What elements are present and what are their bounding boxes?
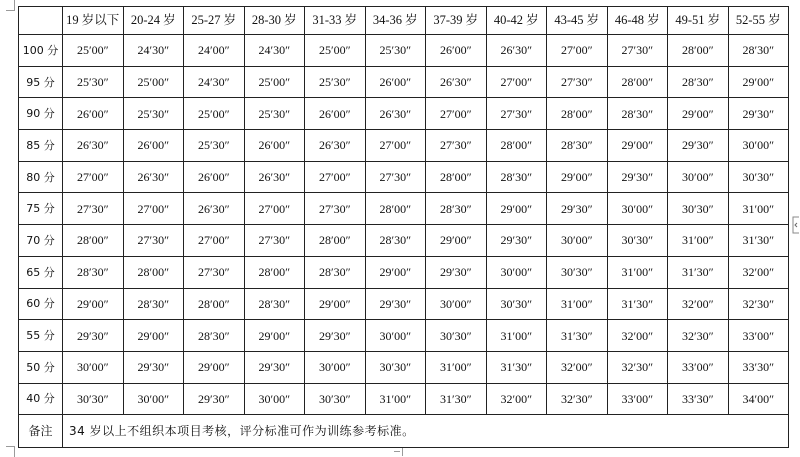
time-cell: 31′00″	[365, 383, 426, 415]
time-cell: 29′00″	[668, 98, 729, 130]
time-cell: 29′30″	[426, 256, 487, 288]
time-cell: 30′00″	[244, 383, 305, 415]
time-cell: 28′30″	[123, 288, 184, 320]
time-cell: 30′30″	[365, 351, 426, 383]
time-cell: 29′00″	[607, 130, 668, 162]
time-cell: 27′30″	[63, 193, 124, 225]
time-cell: 28′00″	[184, 288, 245, 320]
table-row	[19, 383, 789, 415]
time-cell: 30′30″	[426, 320, 487, 352]
time-cell: 27′00″	[426, 98, 487, 130]
column-header	[123, 7, 184, 35]
time-cell: 32′00″	[607, 320, 668, 352]
column-header-label: 46-48 岁	[614, 13, 660, 28]
row-score-label: 90 分	[19, 98, 63, 130]
time-cell: 29′30″	[668, 130, 729, 162]
table-row	[19, 66, 789, 98]
time-cell: 31′00″	[728, 193, 789, 225]
row-score-label: 75 分	[19, 193, 63, 225]
time-cell: 25′00″	[63, 35, 124, 67]
column-header-label: 49-51 岁	[675, 13, 721, 28]
time-cell: 29′00″	[426, 225, 487, 257]
time-cell: 24′30″	[184, 66, 245, 98]
time-cell: 29′30″	[547, 193, 608, 225]
remark-row	[19, 415, 789, 448]
time-cell: 34′00″	[728, 383, 789, 415]
time-cell: 29′00″	[365, 256, 426, 288]
table-row	[19, 256, 789, 288]
column-header	[607, 7, 668, 35]
time-cell: 27′30″	[426, 130, 487, 162]
table-row	[19, 225, 789, 257]
time-cell: 33′30″	[668, 383, 729, 415]
time-cell: 27′30″	[486, 98, 547, 130]
time-cell: 25′30″	[244, 98, 305, 130]
column-header-label: 28-30 岁	[251, 13, 297, 28]
time-cell: 29′30″	[244, 351, 305, 383]
time-cell: 28′00″	[305, 225, 366, 257]
time-cell: 26′00″	[123, 130, 184, 162]
time-cell: 30′30″	[728, 161, 789, 193]
column-header	[426, 7, 487, 35]
time-cell: 29′00″	[486, 193, 547, 225]
crop-mark-icon	[6, 0, 15, 11]
time-cell: 28′00″	[668, 35, 729, 67]
crop-mark-icon	[6, 446, 15, 457]
time-cell: 27′00″	[123, 193, 184, 225]
time-cell: 29′30″	[486, 225, 547, 257]
column-header-label: 43-45 岁	[554, 13, 600, 28]
time-cell: 29′30″	[365, 288, 426, 320]
time-cell: 27′00″	[305, 161, 366, 193]
remark-text: 34 岁以上不组织本项目考核，评分标准可作为训练参考标准。	[63, 415, 789, 448]
cursor-mark-icon	[394, 448, 410, 456]
column-header-label: 37-39 岁	[433, 13, 479, 28]
time-cell: 28′00″	[607, 66, 668, 98]
time-cell: 27′00″	[486, 66, 547, 98]
time-cell: 32′30″	[547, 383, 608, 415]
row-score-label: 60 分	[19, 288, 63, 320]
column-header-label: 25-27 岁	[191, 13, 237, 28]
time-cell: 27′30″	[305, 193, 366, 225]
corner-cell	[19, 7, 63, 35]
time-cell: 27′30″	[123, 225, 184, 257]
time-cell: 30′00″	[365, 320, 426, 352]
time-cell: 27′00″	[365, 130, 426, 162]
time-cell: 26′30″	[184, 193, 245, 225]
time-cell: 28′30″	[184, 320, 245, 352]
time-cell: 30′30″	[668, 193, 729, 225]
time-cell: 25′30″	[63, 66, 124, 98]
column-header	[244, 7, 305, 35]
time-cell: 31′30″	[547, 320, 608, 352]
time-cell: 25′00″	[123, 66, 184, 98]
time-cell: 28′30″	[244, 288, 305, 320]
column-header-label: 31-33 岁	[312, 13, 358, 28]
table-row	[19, 35, 789, 67]
time-cell: 26′30″	[305, 130, 366, 162]
header-row	[19, 7, 789, 35]
column-header	[668, 7, 729, 35]
column-header	[486, 7, 547, 35]
time-cell: 33′00″	[728, 320, 789, 352]
row-score-label: 80 分	[19, 161, 63, 193]
time-cell: 30′00″	[63, 351, 124, 383]
time-cell: 30′00″	[668, 161, 729, 193]
time-cell: 28′30″	[486, 161, 547, 193]
time-cell: 30′00″	[305, 351, 366, 383]
time-cell: 27′30″	[244, 225, 305, 257]
time-cell: 28′30″	[63, 256, 124, 288]
time-cell: 28′00″	[123, 256, 184, 288]
time-cell: 26′30″	[365, 98, 426, 130]
column-header	[184, 7, 245, 35]
time-cell: 29′00″	[123, 320, 184, 352]
column-header-label: 52-55 岁	[735, 13, 781, 28]
row-score-label: 100 分	[19, 35, 63, 67]
time-cell: 27′00″	[63, 161, 124, 193]
row-score-label: 40 分	[19, 383, 63, 415]
time-cell: 31′30″	[426, 383, 487, 415]
time-cell: 28′30″	[607, 98, 668, 130]
row-score-label: 95 分	[19, 66, 63, 98]
time-cell: 28′00″	[547, 98, 608, 130]
column-header	[728, 7, 789, 35]
time-cell: 30′30″	[63, 383, 124, 415]
row-score-label: 85 分	[19, 130, 63, 162]
time-cell: 28′00″	[365, 193, 426, 225]
table-row	[19, 320, 789, 352]
time-cell: 31′00″	[607, 256, 668, 288]
time-cell: 28′30″	[426, 193, 487, 225]
time-cell: 30′00″	[607, 193, 668, 225]
time-cell: 29′30″	[607, 161, 668, 193]
table-row	[19, 161, 789, 193]
time-cell: 28′30″	[547, 130, 608, 162]
time-cell: 27′30″	[607, 35, 668, 67]
time-cell: 24′30″	[123, 35, 184, 67]
time-cell: 30′30″	[607, 225, 668, 257]
time-cell: 24′00″	[184, 35, 245, 67]
time-cell: 27′00″	[244, 193, 305, 225]
column-header	[305, 7, 366, 35]
table-row	[19, 193, 789, 225]
time-cell: 25′00″	[184, 98, 245, 130]
column-header	[63, 7, 124, 35]
time-cell: 30′30″	[547, 256, 608, 288]
time-cell: 29′00″	[305, 288, 366, 320]
time-cell: 26′30″	[123, 161, 184, 193]
time-cell: 26′30″	[426, 66, 487, 98]
time-cell: 30′00″	[426, 288, 487, 320]
column-header-label: 20-24 岁	[130, 13, 176, 28]
time-cell: 28′30″	[365, 225, 426, 257]
time-cell: 26′00″	[244, 130, 305, 162]
time-cell: 29′30″	[728, 98, 789, 130]
time-cell: 29′30″	[123, 351, 184, 383]
time-cell: 26′00″	[426, 35, 487, 67]
time-cell: 31′00″	[426, 351, 487, 383]
time-cell: 27′30″	[184, 256, 245, 288]
time-cell: 28′30″	[305, 256, 366, 288]
time-cell: 26′30″	[244, 161, 305, 193]
time-cell: 33′00″	[668, 351, 729, 383]
time-cell: 32′30″	[607, 351, 668, 383]
time-cell: 29′00″	[63, 288, 124, 320]
time-cell: 30′00″	[486, 256, 547, 288]
time-cell: 31′00″	[547, 288, 608, 320]
time-cell: 29′30″	[184, 383, 245, 415]
time-cell: 27′00″	[184, 225, 245, 257]
time-cell: 25′00″	[305, 35, 366, 67]
time-cell: 26′00″	[365, 66, 426, 98]
column-header-label: 19 岁以下	[66, 13, 120, 28]
time-cell: 32′00″	[668, 288, 729, 320]
time-cell: 33′00″	[607, 383, 668, 415]
time-cell: 33′30″	[728, 351, 789, 383]
time-cell: 30′30″	[486, 288, 547, 320]
time-cell: 29′00″	[244, 320, 305, 352]
time-cell: 28′00″	[426, 161, 487, 193]
column-header	[365, 7, 426, 35]
time-cell: 25′00″	[244, 66, 305, 98]
time-cell: 30′00″	[728, 130, 789, 162]
table-row	[19, 98, 789, 130]
time-cell: 27′30″	[365, 161, 426, 193]
time-cell: 31′00″	[668, 225, 729, 257]
column-header-label: 34-36 岁	[372, 13, 418, 28]
time-cell: 29′00″	[728, 66, 789, 98]
time-cell: 32′00″	[728, 256, 789, 288]
row-score-label: 70 分	[19, 225, 63, 257]
time-cell: 32′30″	[668, 320, 729, 352]
time-cell: 30′30″	[305, 383, 366, 415]
time-cell: 31′30″	[668, 256, 729, 288]
score-standard-table	[18, 6, 789, 448]
time-cell: 25′30″	[184, 130, 245, 162]
time-cell: 29′30″	[305, 320, 366, 352]
time-cell: 28′00″	[63, 225, 124, 257]
column-header-label: 40-42 岁	[493, 13, 539, 28]
time-cell: 25′30″	[123, 98, 184, 130]
remark-label: 备注	[19, 415, 63, 448]
time-cell: 26′00″	[305, 98, 366, 130]
table-row	[19, 351, 789, 383]
time-cell: 29′00″	[184, 351, 245, 383]
time-cell: 31′30″	[607, 288, 668, 320]
time-cell: 28′30″	[728, 35, 789, 67]
time-cell: 24′30″	[244, 35, 305, 67]
resize-handle-icon[interactable]	[790, 216, 800, 234]
time-cell: 26′30″	[486, 35, 547, 67]
row-score-label: 55 分	[19, 320, 63, 352]
time-cell: 30′00″	[123, 383, 184, 415]
time-cell: 27′00″	[547, 35, 608, 67]
time-cell: 26′00″	[63, 98, 124, 130]
time-cell: 32′30″	[728, 288, 789, 320]
time-cell: 25′30″	[365, 35, 426, 67]
time-cell: 26′00″	[184, 161, 245, 193]
table-row	[19, 288, 789, 320]
time-cell: 28′30″	[668, 66, 729, 98]
table-body	[19, 35, 789, 448]
time-cell: 29′30″	[63, 320, 124, 352]
time-cell: 31′30″	[728, 225, 789, 257]
column-header	[547, 7, 608, 35]
time-cell: 30′00″	[547, 225, 608, 257]
time-cell: 28′00″	[486, 130, 547, 162]
time-cell: 25′30″	[305, 66, 366, 98]
time-cell: 26′30″	[63, 130, 124, 162]
time-cell: 32′00″	[547, 351, 608, 383]
row-score-label: 50 分	[19, 351, 63, 383]
table-row	[19, 130, 789, 162]
time-cell: 31′00″	[486, 320, 547, 352]
row-score-label: 65 分	[19, 256, 63, 288]
time-cell: 27′30″	[547, 66, 608, 98]
time-cell: 29′00″	[547, 161, 608, 193]
time-cell: 28′00″	[244, 256, 305, 288]
time-cell: 32′00″	[486, 383, 547, 415]
time-cell: 31′30″	[486, 351, 547, 383]
